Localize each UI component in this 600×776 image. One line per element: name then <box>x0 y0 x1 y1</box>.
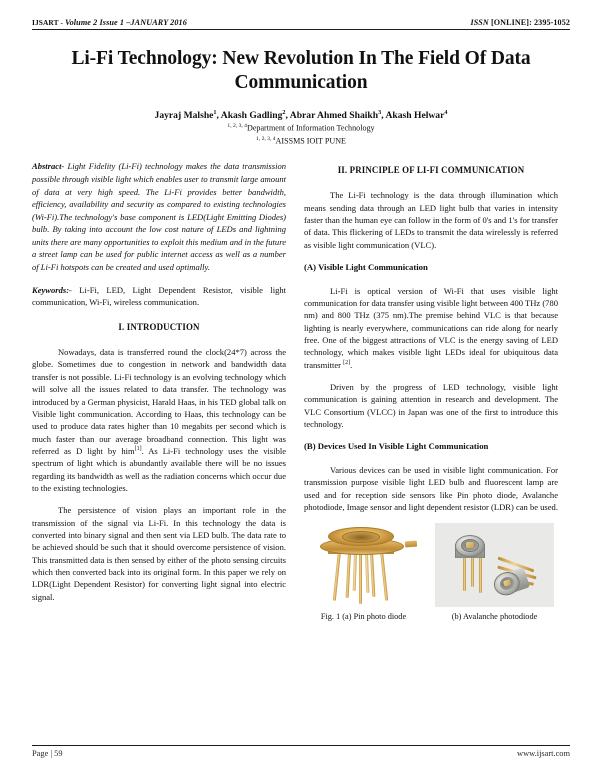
avalanche-photodiode-image <box>435 523 554 607</box>
column-left <box>32 160 286 768</box>
author-name: Abrar Ahmed Shaikh <box>289 109 379 121</box>
intro-p1-continuation: . As Li-Fi technology uses the visible spectrum of light which is abundantly available there will be no issues regarding its bandwidth as well as the radiation concerns which occur due to the existing technologies. <box>32 445 287 493</box>
diode-lead <box>333 551 341 601</box>
institute-name: AISSMS IOIT PUNE <box>275 136 347 146</box>
running-head <box>32 18 570 30</box>
author-affil-marker: 3 <box>378 108 382 116</box>
page-footer <box>32 745 570 758</box>
figure-group <box>304 523 558 623</box>
diode-lead <box>353 553 357 591</box>
sub-a-p1-end: . <box>350 359 353 370</box>
subsection-heading-a: (A) Visible Light Communication <box>304 262 428 273</box>
citation-ref-1: [1] <box>134 446 142 453</box>
affiliation-marker: 1, 2, 3, 4 <box>227 123 247 130</box>
author-name: Akash Helwar <box>385 109 445 121</box>
citation-ref-2: [2] <box>343 359 351 366</box>
keywords-block <box>32 284 286 309</box>
section-heading-introduction: I. INTRODUCTION <box>118 322 200 333</box>
page-title: Li-Fi Technology: New Revolution In The Field Of Data Communication <box>71 48 531 93</box>
institute-marker: 1, 2, 3, 4 <box>255 135 276 142</box>
pin-photo-diode-image <box>304 523 423 607</box>
intro-p1-text: Nowadays, data is transferred round the clock(24*7) across the globe. Sometimes due to congestion in network and bandwidth data transfer is not possible. Li-Fi technology is an evolving technology which will solve all the issues related to data transfer. The technology was introduced by a German physicist, Harald Haas, in his TED global talk on Visible light communication. According to Haas, this technology can be used to produce data rates higher than 10 megabits per second which is much faster than our average broadband connection. This light was referred as D light by him <box>32 347 286 456</box>
subsection-a-paragraph-2: Driven by the progress of LED technology, visible light communication is gaining attention in research and development. The VLC Consortium (VLCC) in Japan was one of the first to introduce this technology. <box>304 381 558 430</box>
diode-lead <box>380 551 388 601</box>
pin-diode-drawing <box>318 527 410 605</box>
journal-name: IJSART - <box>32 18 65 27</box>
running-head-journal <box>32 18 187 27</box>
keywords-text: Li-Fi, LED, Light Dependent Resistor, visible light communication, Wi-Fi, wireless communication. <box>32 284 286 307</box>
author-list: Jayraj Malshe$^1$, Akash Gadling$^2$, Abrar Ahmed Shaikh$^3$, Akash Helwar$^4$ <box>154 108 448 121</box>
sub-a-p1-text: Li-Fi is optical version of Wi-Fi that uses visible light communication for data transfer using visible light between 400 THz (780 nm) and 800 THz (375 nm).The premise behind VLC is that because lighting is nearly everywhere, communications can ride along for nearly free. One of the biggest attractions of VLC is the energy saving of LED technology, which makes visible light LEDs ideal for ubiquitous data transmitter <box>304 285 558 370</box>
abstract-text: Light Fidelity (Li-Fi) technology makes the data transmission possible through visible light which enables user to transmit large amount of data at very high speed. The Li-Fi provides better bandwidth, efficiency, availability and security as compared to existing technologies (Wi-Fi).The technology's base component is LED(Light Emitting Diodes) bulb. By taking into account the low cost nature of LEDs and lightning units there are many opportunities to exploit this medium and in the future a street lamp can be used for public internet access as well as a number of Li-Fi hotspots can be created and used optimally. <box>32 161 287 272</box>
subsection-a-paragraph-1 <box>304 285 558 371</box>
diode-lead <box>370 552 375 597</box>
principle-paragraph-1: The Li-Fi technology is the data through illumination which means sending data through an LED light bulb that varies in intensity faster than the human eye can follow in the form of 0's and 1's for transfer of data. This flickering of LEDs to transmit the data wirelessly is referred as visible light communication (VLC). <box>304 190 558 250</box>
running-head-issn <box>470 18 570 27</box>
author-affil-marker: 1 <box>213 108 217 116</box>
intro-paragraph-2: The persistence of vision plays an important role in the transmission of the signal via Li-Fi. In this technology the data is converted into binary signal and then sent via LED bulb. The data rate to be achieved should be such that it should overcome persistence of vision. This transmitted data is then sensed by either of the photo sensing circuits which then converted back into its original form. In this paper we rely on LDR(Light Dependent Resistor) for converting light signal into electric signal. <box>32 505 286 602</box>
author-affil-marker: 2 <box>282 108 286 116</box>
page-number: Page | 59 <box>32 749 63 758</box>
issn-label: ISSN <box>470 18 489 27</box>
author-affil-marker: 4 <box>444 108 448 116</box>
diode-lead <box>346 552 351 598</box>
keywords-label: Keywords:- <box>32 284 72 295</box>
diode-lead <box>365 553 369 593</box>
body-columns <box>32 160 570 768</box>
subsection-heading-b: (B) Devices Used In Visible Light Communication <box>304 441 489 452</box>
diode-lead <box>479 557 482 593</box>
department-name: Department of Information Technology <box>246 123 375 133</box>
avalanche-can-upright <box>455 535 485 561</box>
author-name: Jayraj Malshe <box>154 109 214 121</box>
volume-issue: Volume 2 Issue 1 –JANUARY 2016 <box>64 18 187 27</box>
intro-paragraph-1 <box>32 346 286 494</box>
figure-b <box>435 523 554 623</box>
affiliation-institute <box>32 136 570 148</box>
abstract-label: Abstract- <box>32 161 65 172</box>
column-right <box>304 160 558 768</box>
author-name: Akash Gadling <box>220 109 283 121</box>
subsection-b-paragraph-1: Various devices can be used in visible light communication. For transmission purpose visible light LED bulb and fluorescent lamp are used and for reception side sensors like Pin photo diode, Avalanche photodiode, Image sensor and light dependent resistor (LDR) can be used. <box>304 464 558 512</box>
diode-key-tab <box>405 541 417 548</box>
diode-lead <box>471 557 474 587</box>
figure-caption-a: Fig. 1 (a) Pin photo diode <box>320 612 407 622</box>
abstract-block <box>32 160 286 273</box>
footer-website[interactable]: www.ijsart.com <box>517 749 570 758</box>
diode-chip <box>466 542 474 548</box>
issn-value: [ONLINE]: 2395-1052 <box>488 18 570 27</box>
diode-lead <box>463 557 466 591</box>
diode-lead <box>359 552 362 604</box>
figure-a <box>304 523 423 623</box>
affiliation-department <box>32 123 570 135</box>
avalanche-diode-drawing <box>435 523 554 607</box>
figure-caption-b: (b) Avalanche photodiode <box>451 612 538 622</box>
section-heading-principle: II. PRINCIPLE OF LI-FI COMMUNICATION <box>337 165 525 176</box>
